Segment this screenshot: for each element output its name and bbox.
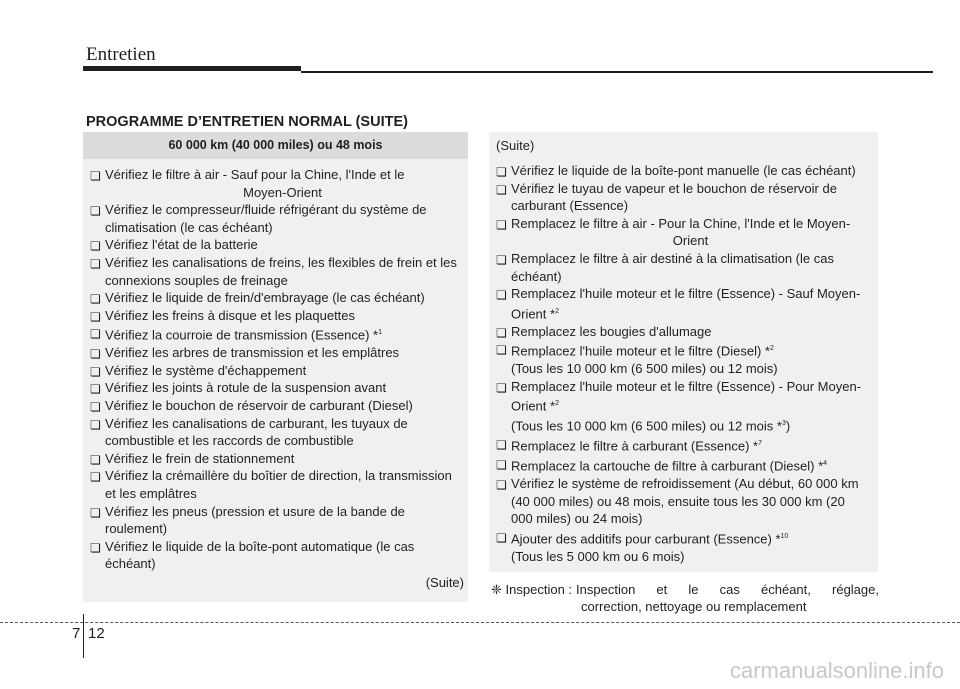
checkbox-icon: ❏ [496, 325, 507, 340]
checkbox-icon: ❏ [496, 252, 507, 267]
checklist-item: ❏ Vérifiez le bouchon de réservoir de carburant (Diesel) [90, 397, 460, 415]
checkbox-icon: ❏ [90, 256, 101, 271]
checklist-item: ❏ Vérifiez le liquide de frein/d'embrayage (le cas échéant) [90, 289, 460, 307]
checklist-item: ❏ Vérifiez les freins à disque et les plaquettes [90, 307, 460, 325]
checkbox-icon: ❏ [90, 169, 101, 183]
checklist-item: ❏ Remplacez les bougies d'allumage [496, 323, 870, 341]
continued-header: (Suite) [496, 138, 535, 153]
checkbox-icon: ❏ [496, 380, 507, 395]
checkbox-icon: ❏ [496, 165, 507, 179]
checkbox-icon: ❏ [90, 400, 101, 415]
checkbox-icon: ❏ [90, 505, 101, 520]
note-label: ❈ Inspection : [491, 582, 573, 597]
checklist-item: ❏ Vérifiez les pneus (pression et usure de la bande de roulement) [90, 503, 405, 537]
checklist-item: ❏ Vérifiez le tuyau de vapeur et le bouchon de réservoir de carburant (Essence) [496, 180, 837, 214]
interval-header: 60 000 km (40 000 miles) ou 48 mois [83, 132, 468, 159]
checkbox-icon: ❏ [90, 470, 101, 485]
header-rule-thick [83, 66, 301, 71]
checklist-item: ❏ Ajouter des additifs pour carburant (Essence) *$^{10}$ (Tous les 5 000 km ou 6 mois) [496, 530, 789, 564]
checkbox-icon: ❏ [90, 239, 101, 254]
checklist-item: ❏ Remplacez le filtre à air - Pour la Chine, l'Inde et le Moyen- Orient [496, 215, 851, 249]
checklist-item: ❏ Vérifiez le filtre à air - Sauf pour la Chine, l'Inde et le Moyen-Orient [90, 167, 405, 200]
checklist-item: ❏ Remplacez l'huile moteur et le filtre (Essence) - Pour Moyen-Orient *$^2$ (Tous les 10 000 km (6 500 miles) ou 12 mois *$^3$) [496, 378, 862, 434]
asterisk-icon: ❈ [491, 582, 502, 597]
checklist-item: ❏ Vérifiez le compresseur/fluide réfrigérant du système de climatisation (le cas échéant) [90, 202, 427, 235]
checklist-item: ❏ Vérifiez les canalisations de carburant, les tuyaux de combustible et les raccords de combustible [90, 415, 408, 449]
footer-divider [83, 614, 84, 658]
checklist-item: ❏ Vérifiez la courroie de transmission (Essence) *$^1$ [90, 327, 383, 343]
checklist-item: ❏ Remplacez l'huile moteur et le filtre (Diesel) *$^2$ (Tous les 10 000 km (6 500 miles) ou 12 mois) [496, 343, 778, 377]
checklist-item: ❏ Vérifiez les canalisations de freins, les flexibles de frein et les connexions souples de freinage [90, 254, 457, 288]
page-header-title: Entretien [86, 44, 156, 65]
checkbox-icon: ❏ [496, 343, 507, 358]
checklist-item: ❏ Vérifiez la crémaillère du boîtier de direction, la transmission et les emplâtres [90, 468, 452, 502]
section-title: PROGRAMME D’ENTRETIEN NORMAL (SUITE) [86, 114, 408, 130]
checklist-item: ❏ Vérifiez le système de refroidissement (Au début, 60 000 km (40 000 miles) ou 48 mois, ensuite tous les 30 000 km (20 000 miles) ou 24 mois) [496, 476, 859, 527]
chapter-number: 7 [72, 625, 81, 642]
checkbox-icon: ❏ [496, 182, 507, 197]
checkbox-icon: ❏ [90, 382, 101, 397]
note-text-continued: correction, nettoyage ou remplacement [581, 599, 807, 614]
checkbox-icon: ❏ [496, 530, 507, 545]
checkbox-icon: ❏ [90, 417, 101, 432]
checkbox-icon: ❏ [496, 438, 507, 453]
checkbox-icon: ❏ [90, 309, 101, 324]
checklist-item: ❏ Vérifiez le liquide de la boîte-pont manuelle (le cas échéant) [496, 162, 870, 180]
checkbox-icon: ❏ [90, 347, 101, 362]
checklist-item: ❏ Remplacez le filtre à air destiné à la climatisation (le cas échéant) [496, 250, 834, 284]
right-maintenance-panel [489, 132, 878, 572]
checkbox-icon: ❏ [90, 540, 101, 555]
checklist-item: ❏ Vérifiez l'état de la batterie [90, 236, 460, 254]
checklist-item: ❏ Remplacez l'huile moteur et le filtre (Essence) - Sauf Moyen-Orient *$^2$ [496, 286, 861, 322]
checklist-item: ❏ Vérifiez le frein de stationnement [90, 450, 460, 468]
checkbox-icon: ❏ [90, 204, 101, 219]
checkbox-icon: ❏ [496, 288, 507, 303]
continued-label: (Suite) [425, 574, 464, 590]
checkbox-icon: ❏ [90, 452, 101, 467]
checklist-item: ❏ Vérifiez le liquide de la boîte-pont automatique (le cas échéant) [90, 538, 415, 572]
page-number: 12 [88, 625, 105, 642]
footer-dashed-rule [0, 622, 960, 623]
inspection-note [491, 581, 879, 615]
checkbox-icon: ❏ [496, 217, 507, 232]
checklist-item: ❏ Remplacez la cartouche de filtre à carburant (Diesel) *$^4$ [496, 458, 828, 474]
checkbox-icon: ❏ [496, 458, 507, 473]
checkbox-icon: ❏ [496, 478, 507, 493]
checklist-item: ❏ Vérifiez le système d'échappement [90, 362, 460, 380]
checkbox-icon: ❏ [90, 327, 101, 342]
left-maintenance-panel [83, 132, 468, 602]
checklist-item: ❏ Remplacez le filtre à carburant (Essence) *$^7$ [496, 438, 763, 454]
checkbox-icon: ❏ [90, 292, 101, 307]
header-rule-thin [301, 71, 933, 73]
left-checklist [83, 159, 468, 573]
watermark: carmanualsonline.info [729, 658, 944, 683]
note-text: Inspection et le cas échéant, réglage, [576, 582, 879, 597]
checkbox-icon: ❏ [90, 364, 101, 379]
checklist-item: ❏ Vérifiez les arbres de transmission et les emplâtres [90, 344, 460, 362]
right-checklist [489, 162, 878, 565]
checklist-item: ❏ Vérifiez les joints à rotule de la suspension avant [90, 379, 460, 397]
